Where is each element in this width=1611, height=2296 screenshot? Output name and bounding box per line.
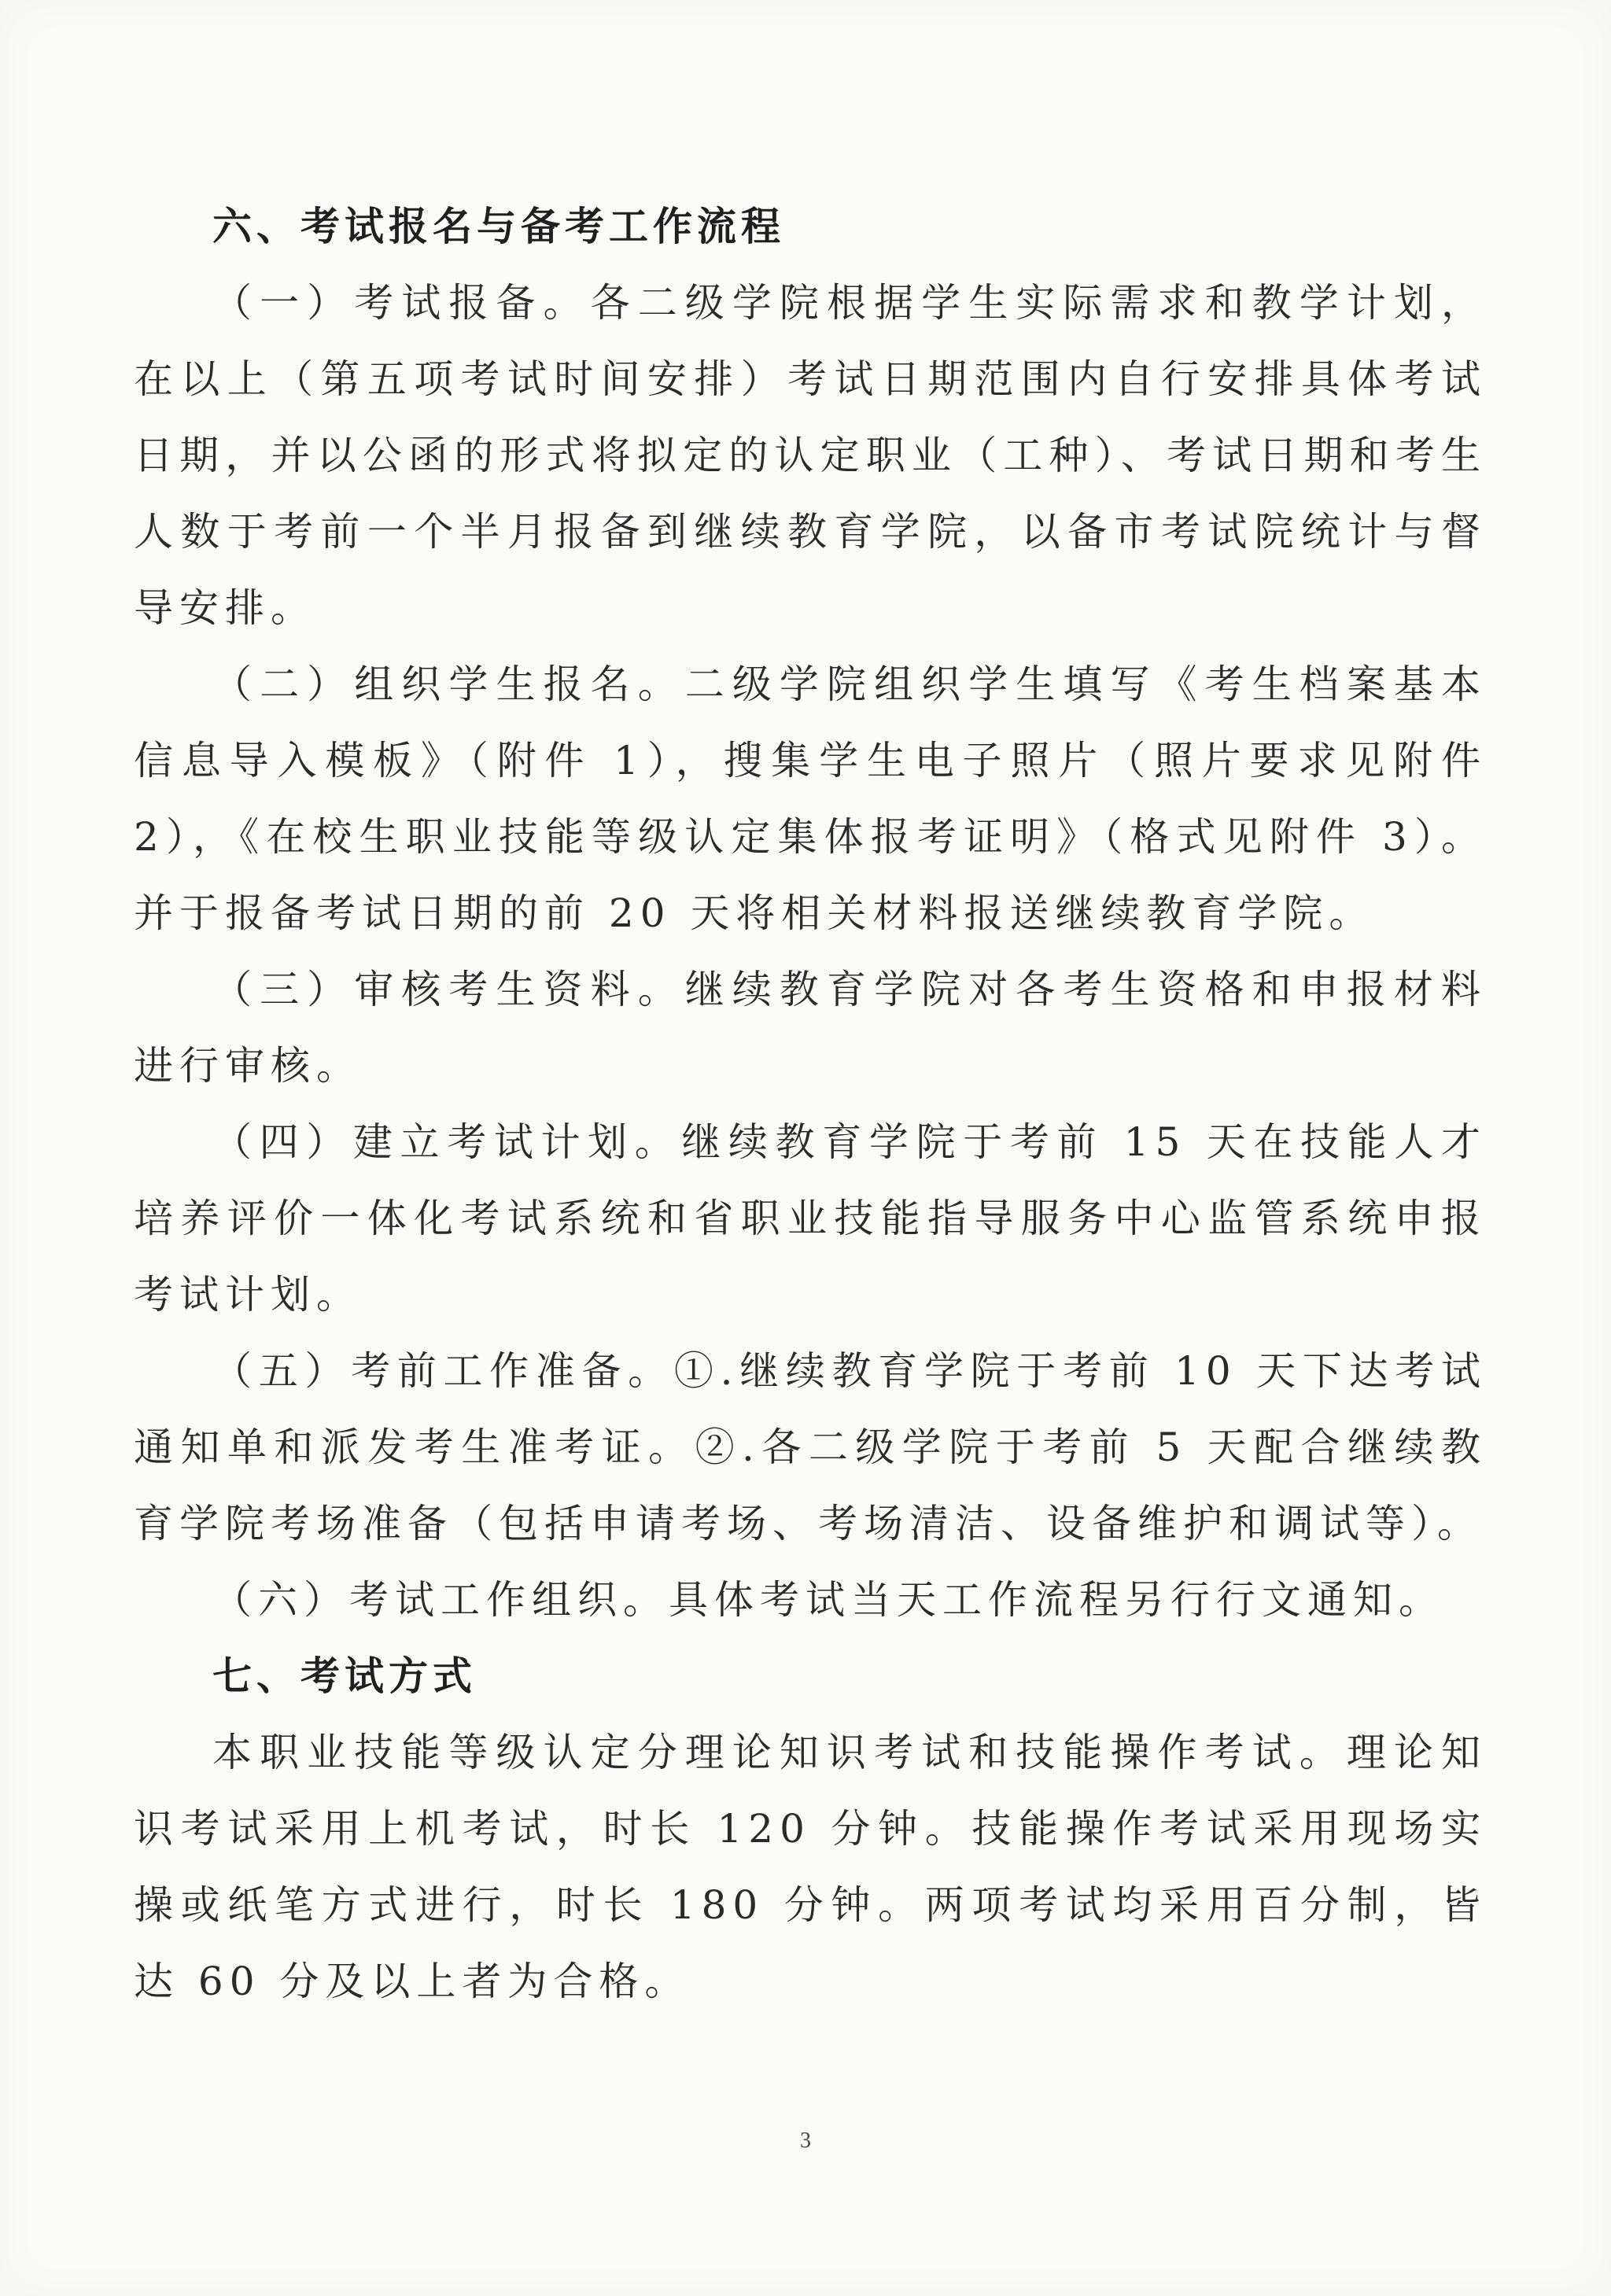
paragraph-registration: （二）组织学生报名。二级学院组织学生填写《考生档案基本信息导入模板》（附件 1），搜集学生电子照片（照片要求见附件 2），《在校生职业技能等级认定集体报考证明》（格式见附件 3）。并于报备考试日期的前 20 天将相关材料报送继续教育学院。 <box>134 662 1487 936</box>
document-body <box>134 189 1487 2020</box>
paragraph-report: （一）考试报备。各二级学院根据学生实际需求和教学计划，在以上（第五项考试时间安排）考试日期范围内自行安排具体考试日期，并以公函的形式将拟定的认定职业（工种）、考试日期和考生人数于考前一个半月报备到继续教育学院，以备市考试院统计与督导安排。 <box>134 280 1487 631</box>
paragraph-exam-plan: （四）建立考试计划。继续教育学院于考前 15 天在技能人才培养评价一体化考试系统和省职业技能指导服务中心监管系统申报考试计划。 <box>134 1119 1487 1318</box>
paragraph-exam-method: 本职业技能等级认定分理论知识考试和技能操作考试。理论知识考试采用上机考试，时长 120 分钟。技能操作考试采用现场实操或纸笔方式进行，时长 180 分钟。两项考试均采用百分制，皆达 60 分及以上者为合格。 <box>134 1730 1487 2004</box>
paragraph-preparation: （五）考前工作准备。①.继续教育学院于考前 10 天下达考试通知单和派发考生准考证。②.各二级学院于考前 5 天配合继续教育学院考场准备（包括申请考场、考场清洁、设备维护和调试等）。 <box>134 1348 1487 1546</box>
page-number: 3 <box>800 2128 811 2153</box>
section-heading-7: 七、考试方式 <box>212 1653 477 1699</box>
paragraph-organization: （六）考试工作组织。具体考试当天工作流程另行行文通知。 <box>212 1577 1444 1623</box>
section-heading-6: 六、考试报名与备考工作流程 <box>212 204 785 249</box>
paragraph-review: （三）审核考生资料。继续教育学院对各考生资格和申报材料进行审核。 <box>134 967 1487 1089</box>
